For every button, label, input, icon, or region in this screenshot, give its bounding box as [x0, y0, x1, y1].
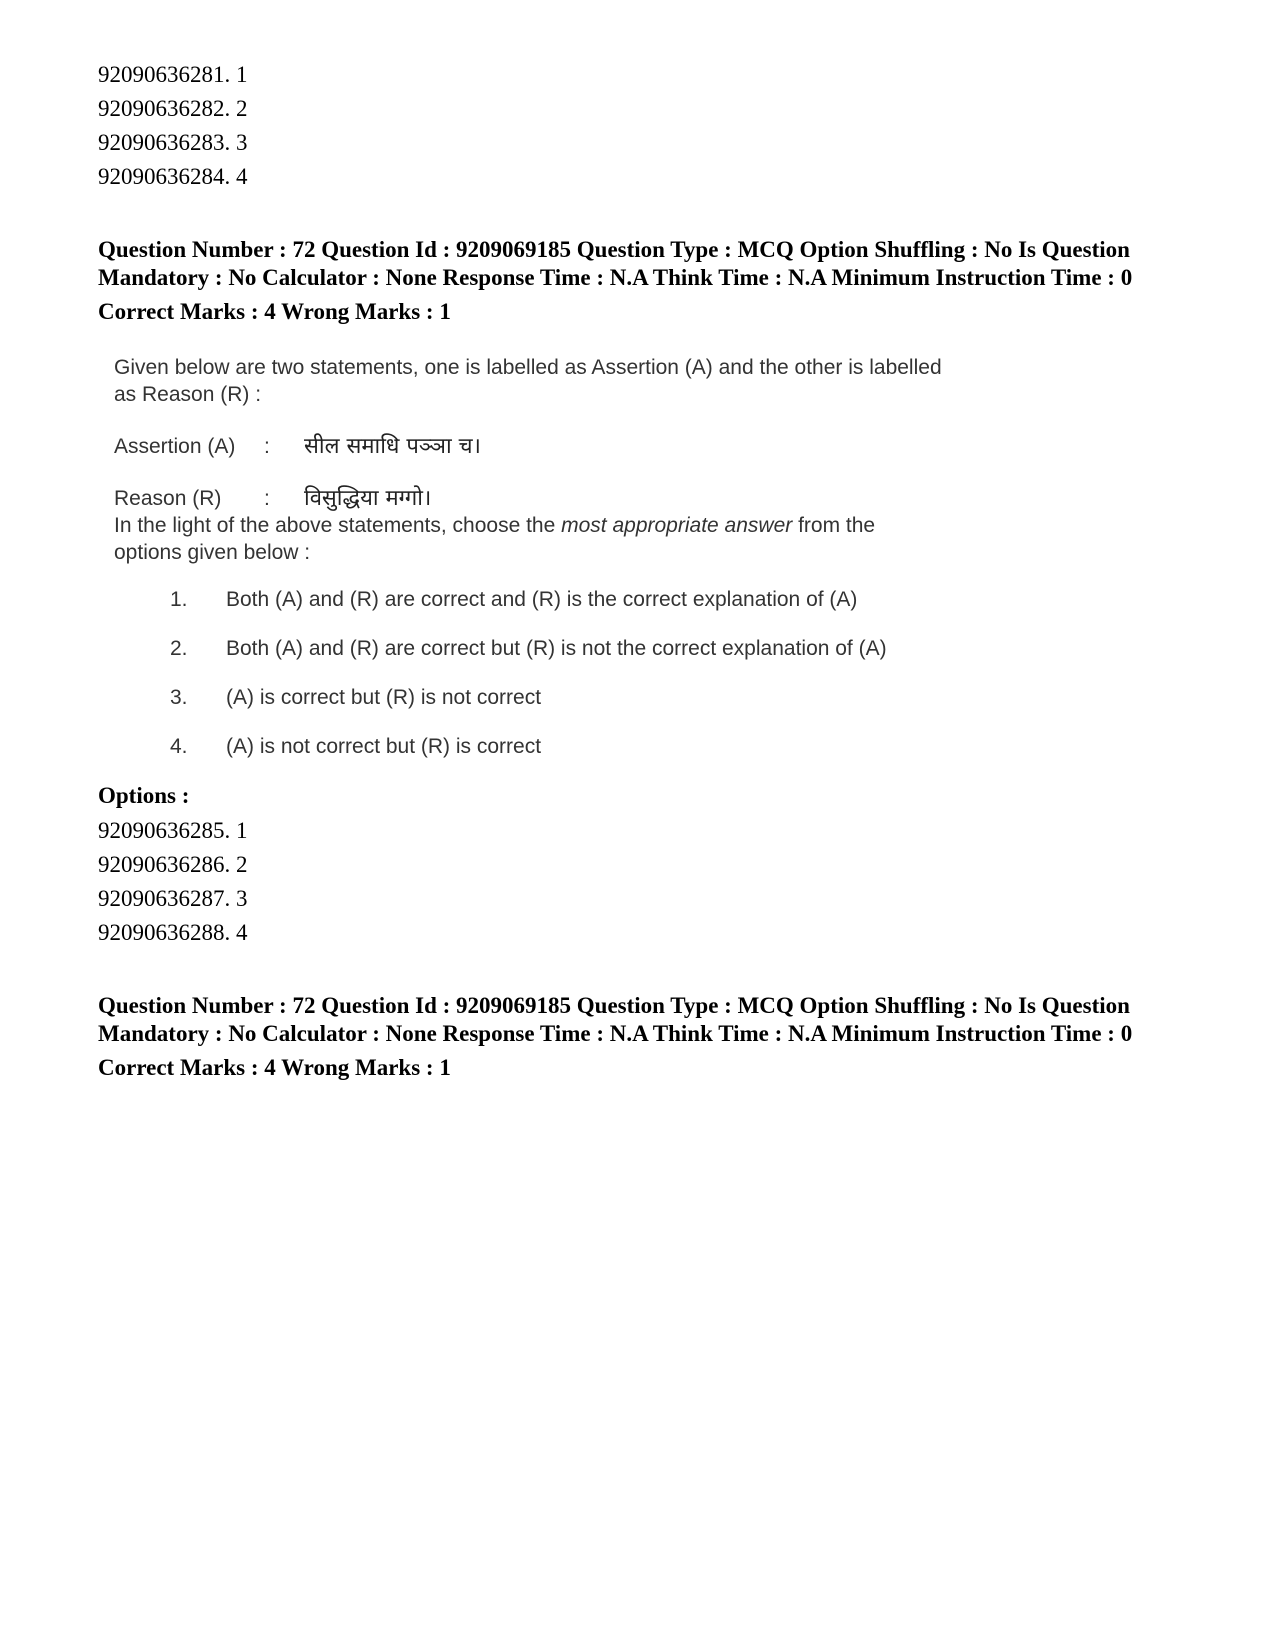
- choice-text: Both (A) and (R) are correct and (R) is the correct explanation of (A): [226, 588, 858, 611]
- answer-choice: [114, 586, 944, 613]
- reason-text: विसुद्धिया मग्गो।: [304, 486, 432, 511]
- question-marks: Correct Marks : 4 Wrong Marks : 1: [98, 1055, 451, 1080]
- instruction-text: In the light of the above statements, choose the: [114, 514, 562, 537]
- question-body: [114, 354, 944, 760]
- option-line: 92090636285. 1: [98, 818, 248, 843]
- question-instruction: [114, 512, 944, 566]
- option-line: 92090636284. 4: [98, 164, 248, 189]
- option-line: 92090636287. 3: [98, 886, 248, 911]
- option-line: 92090636286. 2: [98, 852, 248, 877]
- option-line: 92090636281. 1: [98, 62, 248, 87]
- choice-text: (A) is not correct but (R) is correct: [226, 735, 542, 758]
- options-list: [98, 814, 1178, 950]
- choice-text: (A) is correct but (R) is not correct: [226, 686, 542, 709]
- question-marks: Correct Marks : 4 Wrong Marks : 1: [98, 299, 451, 324]
- answer-choice: [114, 684, 944, 711]
- option-line: 92090636283. 3: [98, 130, 248, 155]
- choice-number: 2.: [170, 637, 188, 660]
- question-meta: Question Number : 72 Question Id : 9209069185 Question Type : MCQ Option Shuffling : No Is Question Mandatory : No Calculator : None Response Time : N.A Think Time : N.A Minimum Instruction Time : 0: [98, 237, 1133, 290]
- choice-number: 4.: [170, 735, 188, 758]
- assertion-text: सील समाधि पञ्ञा च।: [304, 434, 481, 459]
- document-page: [98, 58, 1178, 1082]
- answer-choice: [114, 635, 944, 662]
- choice-number: 1.: [170, 588, 188, 611]
- previous-options-list: [98, 58, 1178, 194]
- assertion-colon: :: [264, 435, 270, 458]
- question-header: [98, 236, 1178, 326]
- assertion-row: [114, 430, 944, 460]
- question-intro: Given below are two statements, one is labelled as Assertion (A) and the other is labelled as Reason (R) :: [114, 356, 942, 406]
- option-line: 92090636282. 2: [98, 96, 248, 121]
- reason-label: Reason (R): [114, 487, 222, 510]
- option-line: 92090636288. 4: [98, 920, 248, 945]
- assertion-label: Assertion (A): [114, 435, 236, 458]
- reason-row: [114, 482, 944, 512]
- reason-colon: :: [264, 487, 270, 510]
- options-heading: Options :: [98, 783, 190, 808]
- choice-number: 3.: [170, 686, 188, 709]
- answer-choice: [114, 733, 944, 760]
- choice-text: Both (A) and (R) are correct but (R) is not the correct explanation of (A): [226, 637, 887, 660]
- instruction-emphasis: most appropriate answer: [561, 514, 793, 537]
- instruction-text: from the options given below :: [114, 514, 876, 564]
- question-meta: Question Number : 72 Question Id : 9209069185 Question Type : MCQ Option Shuffling : No Is Question Mandatory : No Calculator : None Response Time : N.A Think Time : N.A Minimum Instruction Time : 0: [98, 993, 1133, 1046]
- question-header: [98, 992, 1178, 1082]
- answer-choices: [114, 586, 944, 760]
